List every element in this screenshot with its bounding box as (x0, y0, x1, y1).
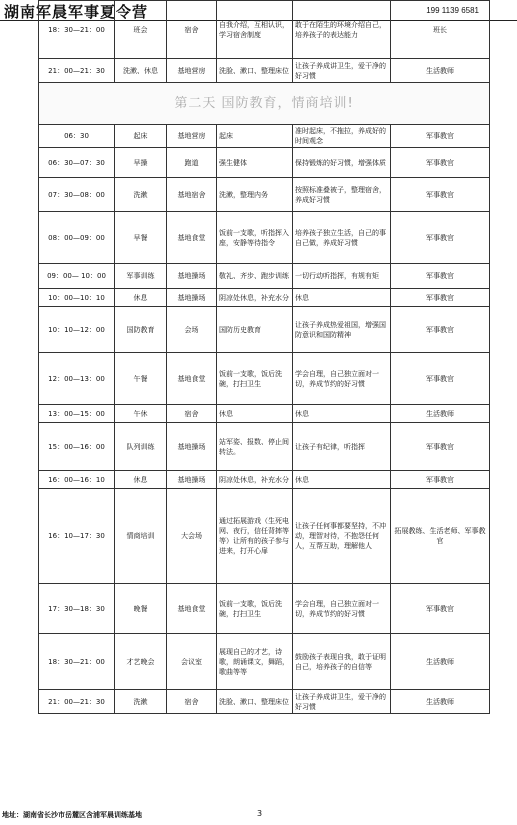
content-cell: 洗脸、漱口、整理床位 (217, 59, 293, 83)
purpose-cell: 按照标准叠被子，整理宿舍，养成好习惯 (293, 178, 391, 212)
activity-cell: 早餐 (115, 212, 167, 264)
staff-cell: 军事教官 (391, 471, 490, 489)
staff-cell: 军事教官 (391, 423, 490, 471)
staff-cell: 军事教官 (391, 584, 490, 634)
content-cell: 洗漱，整理内务 (217, 178, 293, 212)
activity-cell: 起床 (115, 125, 167, 148)
time-cell: 06：30—07：30 (39, 148, 115, 178)
content-cell: 阴凉处休息，补充水分 (217, 289, 293, 307)
schedule-row (39, 178, 490, 212)
schedule-row (39, 690, 490, 714)
time-cell: 09：00— 10：00 (39, 264, 115, 289)
activity-cell: 国防教育 (115, 307, 167, 353)
purpose-cell: 准时起床，不拖拉，养成好的时间观念 (293, 125, 391, 148)
location-cell: 基地操场 (167, 289, 217, 307)
purpose-cell: 学会自理，自己独立面对一切，养成节约的好习惯 (293, 353, 391, 405)
content-cell: 敬礼、齐步、跑步训练 (217, 264, 293, 289)
content-cell: 饭前一支歌，饭后洗碗，打扫卫生 (217, 353, 293, 405)
day-heading-row (39, 83, 490, 125)
purpose-cell: 保持锻炼的好习惯，增强体质 (293, 148, 391, 178)
schedule-row (39, 289, 490, 307)
schedule-row (39, 634, 490, 690)
time-cell: 06：30 (39, 125, 115, 148)
location-cell: 基地宿舍 (167, 178, 217, 212)
content-cell: 洗脸、漱口、整理床位 (217, 690, 293, 714)
purpose-cell: 敢于在陌生的环境介绍自己，培养孩子的表达能力 (293, 1, 391, 59)
activity-cell: 洗漱、休息 (115, 59, 167, 83)
activity-cell: 洗漱 (115, 178, 167, 212)
time-cell: 16：10—17：30 (39, 489, 115, 584)
purpose-cell: 休息 (293, 289, 391, 307)
time-cell: 13：00—15：00 (39, 405, 115, 423)
staff-cell: 班长 (391, 1, 490, 59)
purpose-cell: 休息 (293, 471, 391, 489)
purpose-cell: 让孩子养成讲卫生，爱干净的好习惯 (293, 690, 391, 714)
footer-address: 地址：湖南省长沙市岳麓区含浦军晨训练基地 (2, 811, 142, 819)
schedule-row (39, 489, 490, 584)
time-cell: 15：00—16：00 (39, 423, 115, 471)
schedule-row (39, 471, 490, 489)
location-cell: 宿舍 (167, 690, 217, 714)
purpose-cell: 休息 (293, 405, 391, 423)
activity-cell: 洗漱 (115, 690, 167, 714)
staff-cell: 军事教官 (391, 125, 490, 148)
activity-cell: 休息 (115, 471, 167, 489)
schedule-row (39, 405, 490, 423)
activity-cell: 才艺晚会 (115, 634, 167, 690)
content-cell: 通过拓展游戏（生死电网、夜行，信任背摔等等）让所有的孩子参与进来，打开心扉 (217, 489, 293, 584)
schedule-row (39, 125, 490, 148)
purpose-cell: 让孩子养成热爱祖国，增强国防意识和国防精神 (293, 307, 391, 353)
schedule-row (39, 59, 490, 83)
activity-cell: 情商培训 (115, 489, 167, 584)
location-cell: 基地操场 (167, 471, 217, 489)
schedule-table (38, 0, 490, 714)
content-cell: 起床 (217, 125, 293, 148)
time-cell: 21：00—21：30 (39, 690, 115, 714)
purpose-cell: 培养孩子独立生活，自己的事自己做，养成好习惯 (293, 212, 391, 264)
time-cell: 21：00—21：30 (39, 59, 115, 83)
location-cell: 基地营房 (167, 125, 217, 148)
staff-cell: 军事教官 (391, 353, 490, 405)
activity-cell: 晚餐 (115, 584, 167, 634)
time-cell: 16：00—16：10 (39, 471, 115, 489)
location-cell: 基地食堂 (167, 584, 217, 634)
time-cell: 07：30—08：00 (39, 178, 115, 212)
staff-cell: 军事教官 (391, 264, 490, 289)
purpose-cell: 一切行动听指挥，有规有矩 (293, 264, 391, 289)
day-heading: 第二天 国防教育，情商培训! (39, 83, 490, 125)
purpose-cell: 鼓励孩子表现自我，敢于证明自己，培养孩子的自信等 (293, 634, 391, 690)
location-cell: 基地操场 (167, 264, 217, 289)
time-cell: 17：30—18：30 (39, 584, 115, 634)
staff-cell: 军事教官 (391, 212, 490, 264)
activity-cell: 军事训练 (115, 264, 167, 289)
content-cell: 展现自己的才艺，诗歌，朗诵课文，舞蹈，歌曲等等 (217, 634, 293, 690)
time-cell: 08：00—09：00 (39, 212, 115, 264)
staff-cell: 拓展教练、生活老师、军事教官 (391, 489, 490, 584)
activity-cell: 早操 (115, 148, 167, 178)
schedule-row (39, 307, 490, 353)
staff-cell: 生活教师 (391, 690, 490, 714)
page-number: 3 (257, 809, 263, 818)
phone-number: 199 1139 6581 (426, 6, 479, 15)
location-cell: 宿舍 (167, 1, 217, 59)
staff-cell: 军事教官 (391, 289, 490, 307)
location-cell: 基地食堂 (167, 353, 217, 405)
staff-cell: 军事教官 (391, 307, 490, 353)
location-cell: 基地营房 (167, 59, 217, 83)
location-cell: 基地食堂 (167, 212, 217, 264)
schedule-row (39, 264, 490, 289)
purpose-cell: 学会自理，自己独立面对一切，养成节约的好习惯 (293, 584, 391, 634)
time-cell: 10：10—12：00 (39, 307, 115, 353)
purpose-cell: 让孩子养成讲卫生，爱干净的好习惯 (293, 59, 391, 83)
content-cell: 国防历史教育 (217, 307, 293, 353)
schedule-row (39, 353, 490, 405)
location-cell: 基地操场 (167, 423, 217, 471)
location-cell: 宿舍 (167, 405, 217, 423)
time-cell: 18：30—21：00 (39, 1, 115, 59)
location-cell: 会场 (167, 307, 217, 353)
content-cell: 饭前一支歌，饭后洗碗，打扫卫生 (217, 584, 293, 634)
content-cell: 站军姿、报数、停止间转法。 (217, 423, 293, 471)
camp-title: 湖南军晨军事夏令营 (4, 3, 149, 21)
activity-cell: 班会 (115, 1, 167, 59)
time-cell: 12：00—13：00 (39, 353, 115, 405)
content-cell: 自我介绍，互相认识，学习宿舍制度 (217, 1, 293, 59)
schedule-row (39, 212, 490, 264)
location-cell: 大会场 (167, 489, 217, 584)
content-cell: 饭前一支歌，听指挥入座，安静等待指令 (217, 212, 293, 264)
activity-cell: 午休 (115, 405, 167, 423)
schedule-row (39, 148, 490, 178)
schedule-row (39, 584, 490, 634)
schedule-row (39, 423, 490, 471)
activity-cell: 队列训练 (115, 423, 167, 471)
location-cell: 会议室 (167, 634, 217, 690)
time-cell: 18：30—21：00 (39, 634, 115, 690)
purpose-cell: 让孩子有纪律，听指挥 (293, 423, 391, 471)
activity-cell: 休息 (115, 289, 167, 307)
activity-cell: 午餐 (115, 353, 167, 405)
location-cell: 跑道 (167, 148, 217, 178)
purpose-cell: 让孩子任何事都要坚持，不冲动，理智对待，不抱怨任何人，互帮互助，理解他人 (293, 489, 391, 584)
schedule-row (39, 1, 490, 59)
staff-cell: 军事教官 (391, 148, 490, 178)
staff-cell: 生活教师 (391, 405, 490, 423)
content-cell: 强生健体 (217, 148, 293, 178)
staff-cell: 生活教师 (391, 634, 490, 690)
content-cell: 阴凉处休息，补充水分 (217, 471, 293, 489)
staff-cell: 生活教师 (391, 59, 490, 83)
content-cell: 休息 (217, 405, 293, 423)
staff-cell: 军事教官 (391, 178, 490, 212)
time-cell: 10：00—10：10 (39, 289, 115, 307)
